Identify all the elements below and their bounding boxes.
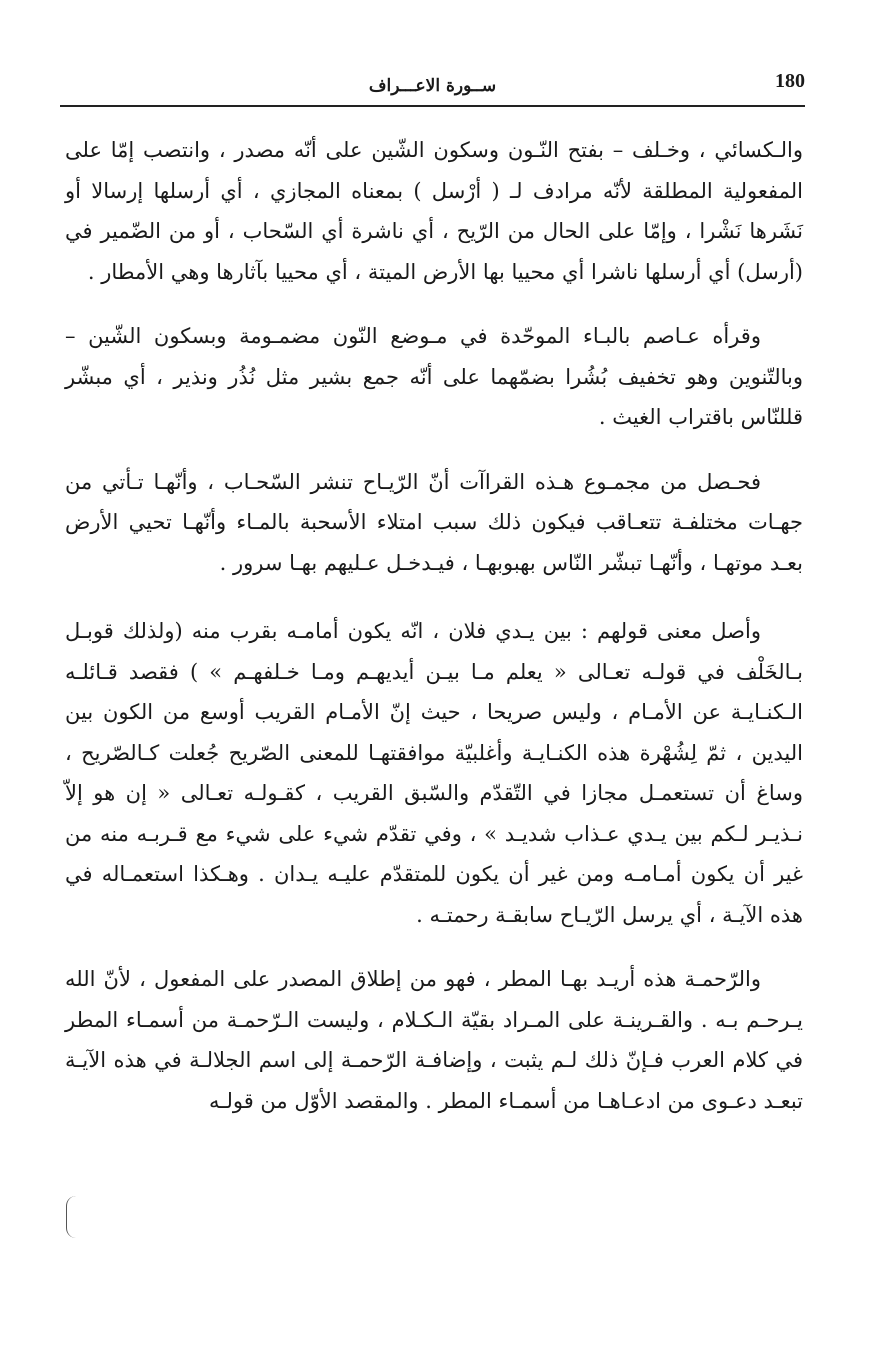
- paragraph-3: فحـصل من مجمـوع هـذه القراآت أنّ الرّيـاح تنشر السّحـاب ، وأنّهـا تـأتي من جهـات مختلفـة تتعـاقب فيكون ذلك سبب امتلاء الأسحبة بالمـاء وأنّهـا تحيي الأرض بعـد موتهـا ، وأنّهـا تبشّر النّاس بهبوبهـا ، فيـدخـل عـليهم بهـا سرور .: [65, 469, 803, 575]
- paragraph-5: والرّحمـة هذه أريـد بهـا المطر ، فهو من إطلاق المصدر على المفعول ، لأنّ الله يـرحـم بـه . والقـرينـة على المـراد بقيّة الـكـلام ، وليست الـرّحمـة من أسمـاء المطر في كلام العرب فـإنّ ذلك لـم يثبت ، وإضافـة الرّحمـة إلى اسم الجلالـة في هذه الآيـة تبعـد دعـوى من ادعـاهـا من أسمـاء المطر . والمقصد الأوّل من قولـه: [65, 967, 803, 1113]
- running-title: ســورة الاعـــراف: [368, 76, 497, 96]
- page-header: [60, 68, 805, 106]
- paragraph-4: وأصل معنى قولهم : بين يـدي فلان ، انّه يكون أمامـه بقرب منه (ولذلك قوبـل بـالخَلْف في قولـه تعـالى « يعلم مـا بيـن أيديهـم ومـا خـلفهـم » ) فقصد قـائلـه الـكنـايـة عن الأمـام ، وليس صريحا ، حيث إنّ الأمـام القريب أوسع من الكون بين اليدين ، ثمّ لِشُهْرة هذه الكنـايـة وأغلبيّة موافقتهـا للمعنى الصّريح جُعلت كـالصّريح ، وساغ أن تستعمـل مجازا في التّقدّم والسّبق القريب ، كقـولـه تعـالى « إن هو إلاّ نـذيـر لـكم بين يـدي عـذاب شديـد » ، وفي تقدّم شيء على شيء مع قـربـه منه من غير أن يكون أمـامـه ومن غير أن يكون للمتقدّم عليـه يـدان . وهـكذا استعمـاله في هذه الآيـة ، أي يرسل الرّيـاح سابقـة رحمتـه .: [65, 619, 803, 927]
- header-rule: [60, 105, 805, 107]
- margin-parenthesis-mark: [66, 1196, 79, 1238]
- paragraph-1: والـكسائي ، وخـلف – بفتح النّـون وسكون الشّين على أنّه مصدر ، وانتصب إمّا على المفعولية المطلقة لأنّه مرادف لـ ( أرْسل ) بمعناه المجازي ، أي أرسلها إرسالا أو نَشَرها نَشْرا ، وإمّا على الحال من الرّيح ، أي ناشرة أي السّحاب ، أو من الضّمير في (أرسل) أي أرسلها ناشرا أي محييا بها الأرض الميتة ، أي محييا بآثارها وهي الأمطار .: [65, 138, 803, 284]
- paragraph-2: وقرأه عـاصم بالبـاء الموحّدة في مـوضع النّون مضمـومة وبسكون الشّين – وبالتّنوين وهو تخفيف بُشُرا بضمّهما على أنّه جمع بشير مثل نُذُر ونذير ، أي مبشّر قللنّاس باقتراب الغيث .: [65, 324, 803, 429]
- page-number: 180: [775, 70, 805, 92]
- page-body: [65, 130, 803, 1135]
